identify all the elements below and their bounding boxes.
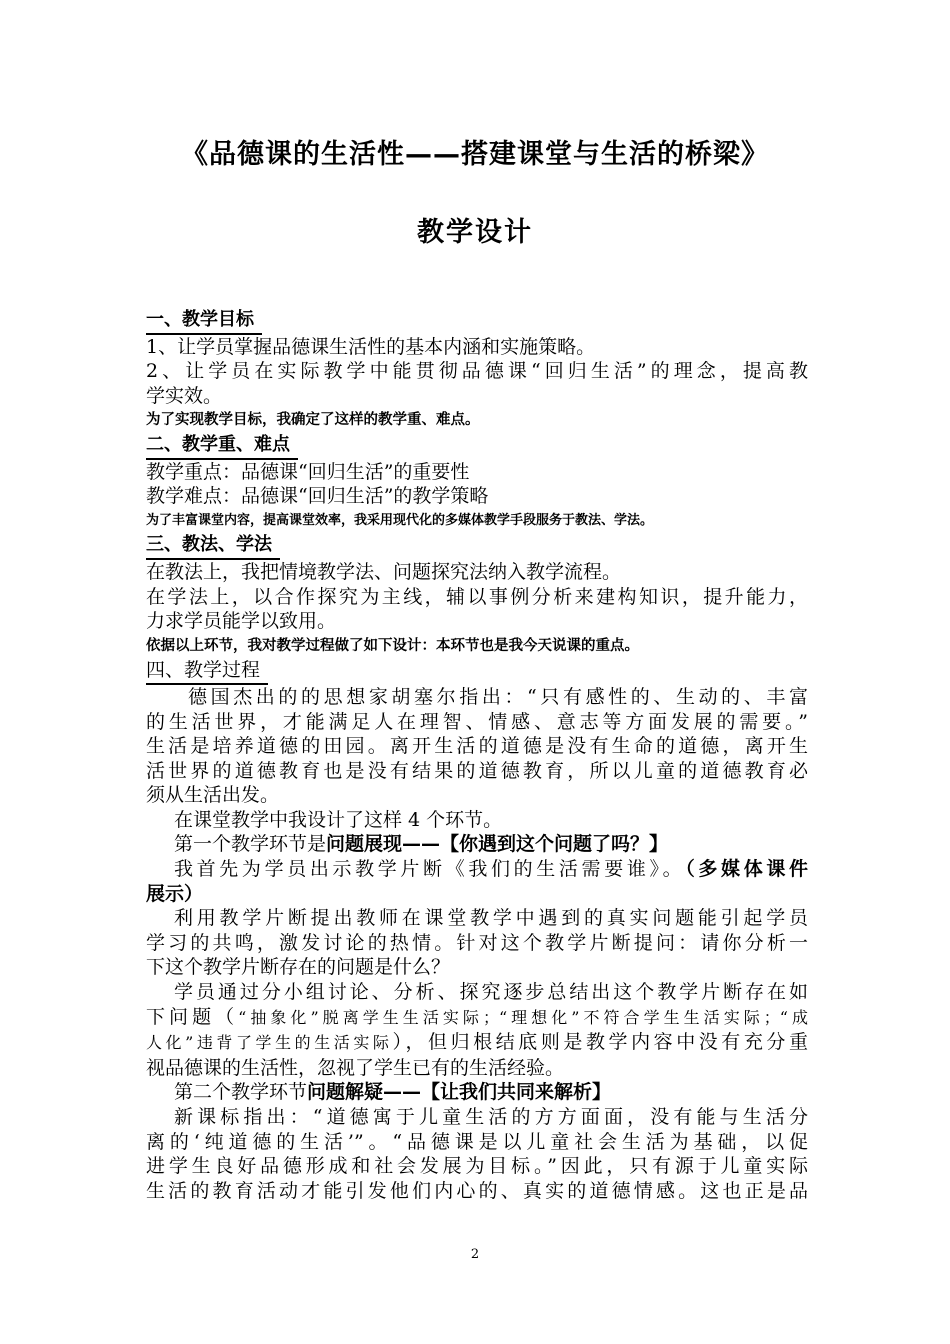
problem-list: “抽象化”脱离学生生活实际；“理想化”不符合学生生活实际；“成 <box>238 1007 808 1027</box>
learning-method-line-2: 力求学员能学以致用。 <box>146 610 337 633</box>
paragraph-line <box>146 1005 808 1031</box>
learning-method-line-1: 在学法上，以合作探究为主线，辅以事例分析来建构知识，提升能力， <box>146 585 808 608</box>
section-heading-process: 四、教学过程 <box>146 658 268 685</box>
transition-note-3: 依据以上环节，我对教学过程做了如下设计：本环节也是我今天说课的重点。 <box>146 637 639 654</box>
paragraph-line <box>146 857 808 882</box>
page-number: 2 <box>470 1247 480 1262</box>
paragraph-line: 学习的共鸣，激发讨论的热情。针对这个教学片断提问：请你分析一 <box>146 931 808 954</box>
paragraph-line: 须从生活出发。 <box>146 784 280 807</box>
step-2-title <box>146 1080 808 1105</box>
steps-intro: 在课堂教学中我设计了这样 4 个环节。 <box>174 808 503 831</box>
paragraph-line: 进学生良好品德形成和社会发展为目标。”因此，只有源于儿童实际 <box>146 1155 808 1178</box>
teaching-method: 在教法上，我把情境教学法、问题探究法纳入教学流程。 <box>146 560 622 583</box>
goal-2-line-1: 2、让学员在实际教学中能贯彻品德课“回归生活”的理念，提高教 <box>146 360 808 383</box>
paragraph-line: 离的‘纯道德的生活’”。“品德课是以儿童社会生活为基础，以促 <box>146 1130 808 1153</box>
step-1-prefix: 第一个教学环节是 <box>174 833 327 856</box>
step-2-prefix: 第二个教学环节 <box>174 1081 308 1104</box>
problem-conclusion: ），但归根结底则是教学内容中没有充分重 <box>392 1031 808 1054</box>
difficult-point: 教学难点：品德课“回归生活”的教学策略 <box>146 485 489 508</box>
problem-lead: 下问题（ <box>146 1005 239 1028</box>
step-2-name: 问题解疑——【让我们共同来解析】 <box>307 1081 612 1104</box>
transition-note-1: 为了实现教学目标，我确定了这样的教学重、难点。 <box>146 412 480 429</box>
paragraph-line: 的生活世界，才能满足人在理智、情感、意志等方面发展的需要。” <box>146 710 808 733</box>
multimedia-note-end: 展示） <box>146 882 204 905</box>
document-body <box>146 308 808 1203</box>
paragraph-line: 下这个教学片断存在的问题是什么？ <box>146 956 451 979</box>
multimedia-note: （多媒体课件 <box>685 858 808 881</box>
section-heading-goals: 一、教学目标 <box>146 308 262 335</box>
paragraph-line <box>146 882 808 907</box>
step-1-text: 我首先为学员出示教学片断《我们的生活需要谁》。 <box>174 858 686 881</box>
document-subtitle: 教学设计 <box>417 217 533 248</box>
paragraph-line: 活世界的道德教育也是没有结果的道德教育，所以儿童的道德教育必 <box>146 759 808 782</box>
step-1-title <box>146 832 808 857</box>
goal-1: 1、让学员掌握品德课生活性的基本内涵和实施策略。 <box>146 335 596 358</box>
paragraph-line: 生活是培养道德的田园。离开生活的道德是没有生命的道德，离开生 <box>146 735 808 758</box>
step-1-name: 问题展现——【你遇到这个问题了吗？】 <box>326 833 669 856</box>
paragraph-line: 新课标指出：“道德寓于儿童生活的方方面面，没有能与生活分 <box>174 1106 808 1128</box>
section-heading-methods: 三、教法、学法 <box>146 533 280 560</box>
paragraph-line: 学员通过分小组讨论、分析、探究逐步总结出这个教学片断存在如 <box>174 981 808 1004</box>
key-point: 教学重点：品德课“回归生活”的重要性 <box>146 460 470 483</box>
paragraph-line: 生活的教育活动才能引发他们内心的、真实的道德情感。这也正是品 <box>146 1179 808 1202</box>
paragraph-line: 视品德课的生活性，忽视了学生已有的生活经验。 <box>146 1056 565 1079</box>
goal-2-line-2: 学实效。 <box>146 384 223 407</box>
paragraph-line <box>146 1030 808 1056</box>
paragraph-line: 利用教学片断提出教师在课堂教学中遇到的真实问题能引起学员 <box>174 907 808 930</box>
document-title: 《品德课的生活性——搭建课堂与生活的桥梁》 <box>181 139 769 170</box>
section-heading-key-points: 二、教学重、难点 <box>146 433 298 460</box>
paragraph-line: 德国杰出的的思想家胡塞尔指出：“只有感性的、生动的、丰富 <box>188 685 808 708</box>
problem-list-end: 人化”违背了学生的生活实际 <box>146 1033 393 1053</box>
transition-note-2: 为了丰富课堂内容，提高课堂效率，我采用现代化的多媒体教学手段服务于教法、学法。 <box>146 512 654 528</box>
